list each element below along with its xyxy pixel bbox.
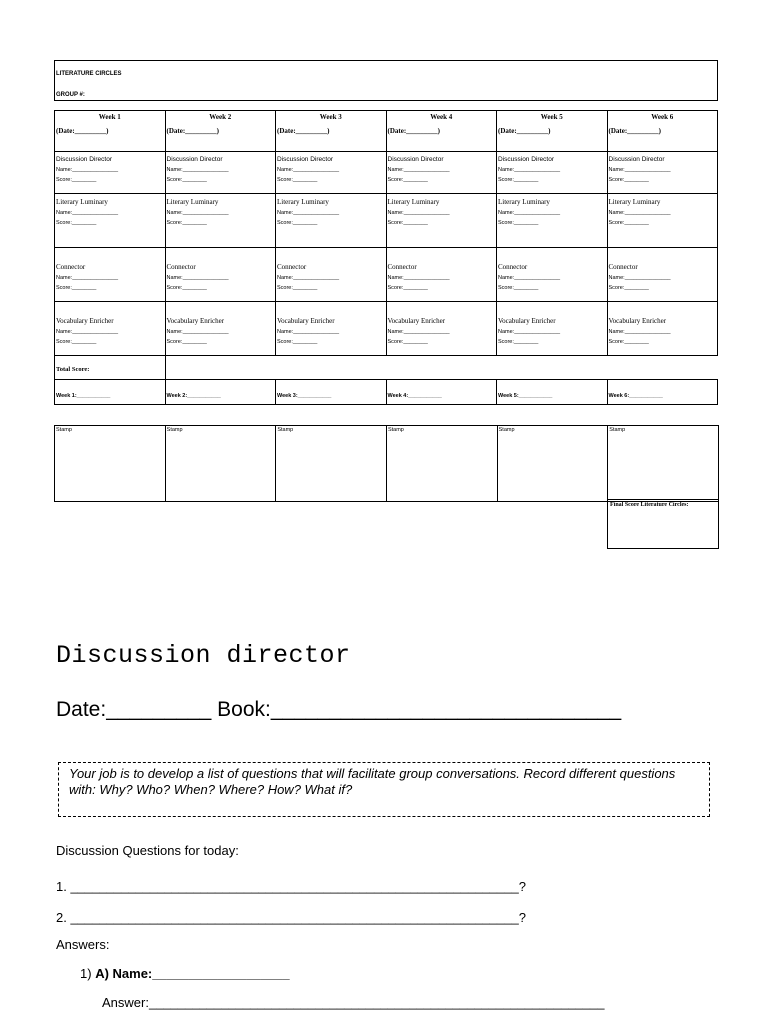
name-field: Name:_______________ <box>608 210 671 216</box>
name-field: Name:_______________ <box>608 275 671 281</box>
week-label: Week 5 <box>540 113 563 121</box>
role-cell <box>607 152 718 194</box>
score-field: Score:________ <box>608 285 649 291</box>
role-title: Connector <box>166 263 196 271</box>
name-field: Name:_______________ <box>498 329 561 335</box>
score-field: Score:________ <box>387 339 428 345</box>
score-field: Score:________ <box>56 220 97 226</box>
score-field: Score:________ <box>166 339 207 345</box>
roles-table <box>54 110 718 405</box>
score-field: Score:________ <box>608 177 649 183</box>
role-cell <box>386 152 497 194</box>
score-field: Score:________ <box>56 339 97 345</box>
week-score-cell <box>55 380 166 405</box>
stamp-label: Stamp <box>498 427 515 433</box>
name-field: Name:_______________ <box>166 275 229 281</box>
stamp-cell <box>497 426 608 502</box>
week-score-cell <box>276 380 387 405</box>
week-score: Week 4:___________ <box>387 393 442 399</box>
group-number-label: GROUP #: <box>56 92 85 98</box>
role-title: Literary Luminary <box>387 198 440 206</box>
total-score-row <box>55 356 718 380</box>
name-field: Name:_______________ <box>56 210 119 216</box>
answer-name-row <box>80 966 290 981</box>
role-title: Connector <box>277 263 307 271</box>
answer-name-line: ___________________ <box>152 966 290 981</box>
header-box <box>54 60 718 101</box>
role-cell <box>497 152 608 194</box>
name-field: Name:_______________ <box>387 210 450 216</box>
role-cell <box>165 248 276 302</box>
score-field: Score:________ <box>387 220 428 226</box>
week-score: Week 6:___________ <box>608 393 663 399</box>
answer-line: Answer:_______________________________________________________________ <box>102 995 605 1010</box>
role-title: Vocabulary Enricher <box>498 317 556 325</box>
role-title: Vocabulary Enricher <box>277 317 335 325</box>
week-date: (Date:_________) <box>608 127 661 135</box>
answers-label: Answers: <box>56 937 110 952</box>
name-field: Name:_______________ <box>387 329 450 335</box>
name-field: Name:_______________ <box>498 275 561 281</box>
final-score-label: Final Score Literature Circles: <box>610 502 689 508</box>
week-4-cell <box>386 111 497 152</box>
name-field: Name:_______________ <box>56 329 119 335</box>
question-2-line: 2. ______________________________________________________________? <box>56 910 526 925</box>
score-field: Score:________ <box>277 285 318 291</box>
stamp-cell <box>55 426 166 502</box>
name-field: Name:_______________ <box>56 275 119 281</box>
stamp-label: Stamp <box>56 427 72 433</box>
stamp-cell <box>165 426 276 502</box>
score-field: Score:________ <box>56 177 97 183</box>
score-field: Score:________ <box>498 339 539 345</box>
week-score: Week 1:___________ <box>56 393 111 399</box>
week-score-cell <box>165 380 276 405</box>
role-title: Discussion Director <box>608 156 665 163</box>
week-label: Week 6 <box>651 113 674 121</box>
score-field: Score:________ <box>277 177 318 183</box>
role-cell <box>607 194 718 248</box>
name-field: Name:_______________ <box>387 275 450 281</box>
role-cell <box>165 152 276 194</box>
stamp-row <box>55 426 719 502</box>
score-field: Score:________ <box>498 220 539 226</box>
role-title: Discussion Director <box>277 156 333 163</box>
stamp-cell <box>386 426 497 502</box>
stamp-label: Stamp <box>277 427 294 433</box>
role-title: Discussion Director <box>56 156 112 163</box>
week-date: (Date:_________) <box>498 127 551 135</box>
role-cell <box>55 248 166 302</box>
role-title: Literary Luminary <box>608 198 661 206</box>
final-score-box <box>607 499 719 549</box>
role-row-connector <box>55 248 718 302</box>
discussion-questions-label: Discussion Questions for today: <box>56 843 239 858</box>
role-title: Literary Luminary <box>498 198 550 206</box>
role-title: Vocabulary Enricher <box>608 317 667 325</box>
score-field: Score:________ <box>166 220 207 226</box>
role-title: Literary Luminary <box>166 198 219 206</box>
role-title: Connector <box>498 263 528 271</box>
week-label: Week 2 <box>209 113 232 121</box>
role-cell <box>386 194 497 248</box>
literature-circles-title: LITERATURE CIRCLES <box>56 71 122 77</box>
score-field: Score:________ <box>166 177 207 183</box>
name-field: Name:_______________ <box>608 329 671 335</box>
role-title: Discussion Director <box>166 156 223 163</box>
stamp-label: Stamp <box>609 427 626 433</box>
score-field: Score:________ <box>277 220 318 226</box>
week-header-row <box>55 111 718 152</box>
answer-number: 1) <box>80 966 92 981</box>
score-field: Score:________ <box>387 177 428 183</box>
name-field: Name:_______________ <box>277 210 340 216</box>
week-6-cell <box>607 111 718 152</box>
answer-name-label: A) Name: <box>95 966 153 981</box>
question-1-line: 1. ______________________________________________________________? <box>56 879 526 894</box>
name-field: Name:_______________ <box>277 329 340 335</box>
week-date: (Date:_________) <box>56 127 109 135</box>
role-title: Connector <box>387 263 417 271</box>
week-score-cell <box>497 380 608 405</box>
role-title: Vocabulary Enricher <box>56 317 114 325</box>
week-date: (Date:_________) <box>277 127 330 135</box>
week-1-cell <box>55 111 166 152</box>
week-score-cell <box>386 380 497 405</box>
role-title: Literary Luminary <box>277 198 329 206</box>
name-field: Name:_______________ <box>498 210 561 216</box>
week-3-cell <box>276 111 387 152</box>
name-field: Name:_______________ <box>498 167 561 173</box>
role-cell <box>607 302 718 356</box>
week-label: Week 4 <box>430 113 453 121</box>
week-date: (Date:_________) <box>166 127 219 135</box>
score-field: Score:________ <box>166 285 207 291</box>
week-5-cell <box>497 111 608 152</box>
week-2-cell <box>165 111 276 152</box>
role-cell <box>386 302 497 356</box>
role-title: Discussion Director <box>498 156 554 163</box>
name-field: Name:_______________ <box>166 210 229 216</box>
name-field: Name:_______________ <box>166 329 229 335</box>
week-score: Week 3:___________ <box>277 393 332 399</box>
total-score-cell <box>55 356 166 380</box>
score-field: Score:________ <box>498 177 539 183</box>
name-field: Name:_______________ <box>277 167 340 173</box>
role-cell <box>497 248 608 302</box>
score-field: Score:________ <box>277 339 318 345</box>
week-score-row <box>55 380 718 405</box>
name-field: Name:_______________ <box>56 167 119 173</box>
date-book-line: Date:_________ Book:______________________________ <box>56 698 622 721</box>
week-score: Week 2:___________ <box>166 393 221 399</box>
role-cell <box>497 194 608 248</box>
name-field: Name:_______________ <box>387 167 450 173</box>
role-title: Vocabulary Enricher <box>387 317 446 325</box>
discussion-director-title: Discussion director <box>56 641 351 670</box>
role-row-literary-luminary <box>55 194 718 248</box>
total-score-spacer <box>165 356 718 380</box>
role-row-vocabulary-enricher <box>55 302 718 356</box>
role-cell <box>55 152 166 194</box>
score-field: Score:________ <box>56 285 97 291</box>
role-row-discussion-director <box>55 152 718 194</box>
week-score-cell <box>607 380 718 405</box>
score-field: Score:________ <box>387 285 428 291</box>
stamp-table <box>54 425 719 502</box>
role-cell <box>55 194 166 248</box>
week-score: Week 5:___________ <box>498 393 553 399</box>
task-description-box <box>58 762 710 817</box>
role-title: Connector <box>608 263 638 271</box>
name-field: Name:_______________ <box>166 167 229 173</box>
week-label: Week 1 <box>98 113 121 121</box>
role-cell <box>276 302 387 356</box>
role-title: Literary Luminary <box>56 198 108 206</box>
role-cell <box>276 248 387 302</box>
role-cell <box>55 302 166 356</box>
total-score-label: Total Score: <box>56 366 90 373</box>
role-title: Connector <box>56 263 86 271</box>
role-cell <box>276 152 387 194</box>
role-cell <box>386 248 497 302</box>
score-field: Score:________ <box>608 339 649 345</box>
stamp-label: Stamp <box>166 427 183 433</box>
role-title: Discussion Director <box>387 156 444 163</box>
score-field: Score:________ <box>498 285 539 291</box>
task-description: Your job is to develop a list of questions that will facilitate group conversations. Record different questions with: Why? Who? When? Where? How? What if? <box>69 766 676 797</box>
stamp-cell <box>276 426 387 502</box>
name-field: Name:_______________ <box>608 167 671 173</box>
role-cell <box>607 248 718 302</box>
week-label: Week 3 <box>319 113 342 121</box>
role-cell <box>165 302 276 356</box>
score-field: Score:________ <box>608 220 649 226</box>
name-field: Name:_______________ <box>277 275 340 281</box>
role-title: Vocabulary Enricher <box>166 317 225 325</box>
role-cell <box>276 194 387 248</box>
stamp-label: Stamp <box>387 427 404 433</box>
stamp-cell <box>608 426 719 502</box>
week-date: (Date:_________) <box>387 127 440 135</box>
role-cell <box>497 302 608 356</box>
role-cell <box>165 194 276 248</box>
